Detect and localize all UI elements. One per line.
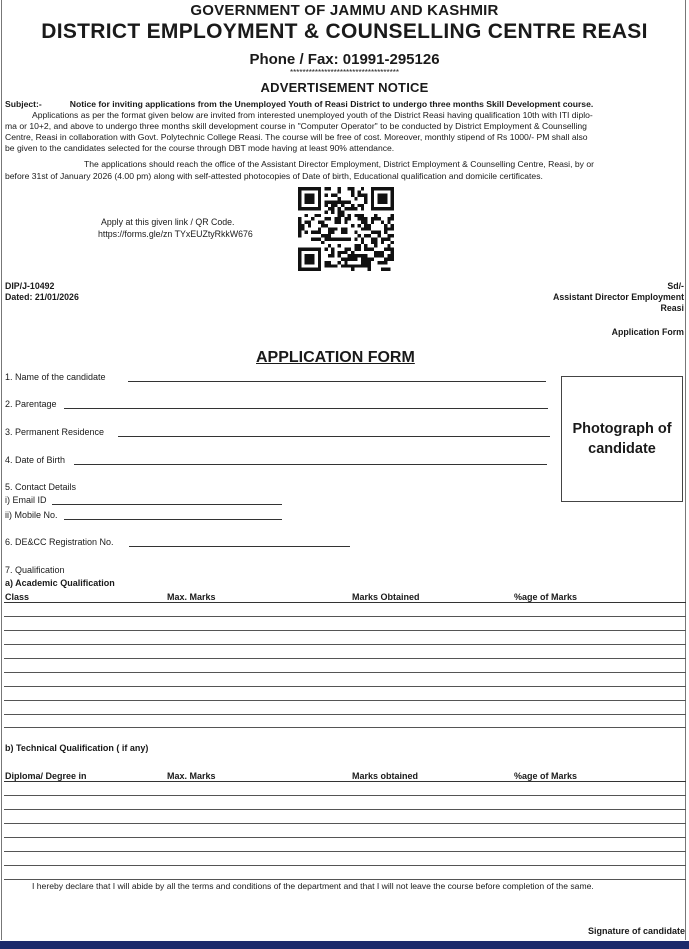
technical-col-max: Max. Marks xyxy=(167,771,216,781)
para1-line-2: ma or 10+2, and above to undergo three months skill development course in "Computer Operator" to be conducted by District Employment & Counselling xyxy=(5,121,587,131)
technical-col-percent: %age of Marks xyxy=(514,771,578,781)
phone-fax: Phone / Fax: 01991-295126 xyxy=(249,51,440,68)
academic-col-class: Class xyxy=(5,592,30,602)
dob-field[interactable] xyxy=(74,464,547,465)
table-row[interactable] xyxy=(4,823,686,824)
contact-label: 5. Contact Details xyxy=(5,482,77,492)
office-heading: DISTRICT EMPLOYMENT & COUNSELLING CENTRE REASI xyxy=(41,20,648,43)
table-row[interactable] xyxy=(4,837,686,838)
academic-col-percent: %age of Marks xyxy=(514,592,578,602)
para2-line-2: before 31st of January 2026 (4.00 pm) along with self-attested photocopies of Date of birth, Educational qualification and domicile certificates. xyxy=(5,171,543,181)
table-row[interactable] xyxy=(4,700,686,701)
table-row[interactable] xyxy=(4,851,686,852)
mobile-label: ii) Mobile No. xyxy=(5,510,58,520)
attachment-label: Application Form xyxy=(611,327,684,337)
government-heading: GOVERNMENT OF JAMMU AND KASHMIR xyxy=(190,2,499,19)
name-field[interactable] xyxy=(128,381,546,382)
qualification-label: 7. Qualification xyxy=(5,565,65,575)
parentage-label: 2. Parentage xyxy=(5,399,57,409)
para1-line-1: Applications as per the format given below are invited from interested unemployed youth of the District Reasi having qualification 10th with ITI diplo- xyxy=(32,110,593,120)
dob-label: 4. Date of Birth xyxy=(5,455,66,465)
table-row[interactable] xyxy=(4,630,686,631)
notice-title: ADVERTISEMENT NOTICE xyxy=(260,80,429,95)
registration-field[interactable] xyxy=(129,546,350,547)
technical-col-diploma: Diploma/ Degree in xyxy=(5,771,87,781)
table-row[interactable] xyxy=(4,644,686,645)
table-row[interactable] xyxy=(4,686,686,687)
photograph-box xyxy=(561,376,683,502)
star-divider: *********************************** xyxy=(290,68,399,77)
reference-number: DIP/J-10492 xyxy=(5,281,55,291)
email-field[interactable] xyxy=(52,504,282,505)
mobile-field[interactable] xyxy=(64,519,282,520)
bottom-bar xyxy=(0,941,689,949)
technical-header-rule xyxy=(4,781,686,782)
signature-label: Signature of candidate xyxy=(587,926,685,936)
table-row[interactable] xyxy=(4,714,686,715)
academic-col-obtained: Marks Obtained xyxy=(352,592,420,602)
academic-header-rule xyxy=(4,602,686,603)
para1-line-4: be given to the candidates selected for the course through DBT mode having at least 90% attendance. xyxy=(5,143,395,153)
table-row[interactable] xyxy=(4,809,686,810)
table-row[interactable] xyxy=(4,616,686,617)
academic-col-max: Max. Marks xyxy=(167,592,216,602)
signatory-place: Reasi xyxy=(660,303,684,313)
para1-line-3: Centre, Reasi in collaboration with Govt. Polytechnic College Reasi. The course will be free of cost. Moreover, monthly stipend of Rs 1000/- PM shall also xyxy=(5,132,588,142)
signatory-title: Assistant Director Employment xyxy=(552,292,684,302)
table-row[interactable] xyxy=(4,879,686,880)
academic-title: a) Academic Qualification xyxy=(5,578,115,588)
residence-label: 3. Permanent Residence xyxy=(5,427,105,437)
apply-link[interactable]: https://forms.gle/zn TYxEUZtyRkkW676 xyxy=(98,229,253,239)
table-row[interactable] xyxy=(4,672,686,673)
table-row[interactable] xyxy=(4,658,686,659)
subject-label: Subject:- xyxy=(5,99,42,109)
email-label: i) Email ID xyxy=(5,495,47,505)
parentage-field[interactable] xyxy=(64,408,548,409)
photograph-label: Photograph of candidate xyxy=(572,421,672,457)
technical-col-obtained: Marks obtained xyxy=(352,771,419,781)
declaration-text: I hereby declare that I will abide by all the terms and conditions of the department and that I will not leave the course before completion of the same. xyxy=(32,881,594,891)
table-row[interactable] xyxy=(4,865,686,866)
name-label: 1. Name of the candidate xyxy=(5,372,106,382)
subject-line xyxy=(5,99,685,109)
technical-title: b) Technical Qualification ( if any) xyxy=(5,743,149,753)
notice-date: Dated: 21/01/2026 xyxy=(5,292,79,302)
subject-text: Notice for inviting applications from the Unemployed Youth of Reasi District to undergo three months Skill Development course. xyxy=(69,99,594,109)
registration-label: 6. DE&CC Registration No. xyxy=(5,537,114,547)
para2-line-1: The applications should reach the office of the Assistant Director Employment, District Employment & Counselling Centre, Reasi, by or xyxy=(84,159,594,169)
apply-text: Apply at this given link / QR Code. xyxy=(101,217,235,227)
sd-mark: Sd/- xyxy=(667,281,684,291)
qr-code-icon[interactable] xyxy=(298,187,394,271)
residence-field[interactable] xyxy=(118,436,550,437)
table-row[interactable] xyxy=(4,727,686,728)
table-row[interactable] xyxy=(4,795,686,796)
form-title: APPLICATION FORM xyxy=(256,349,415,366)
